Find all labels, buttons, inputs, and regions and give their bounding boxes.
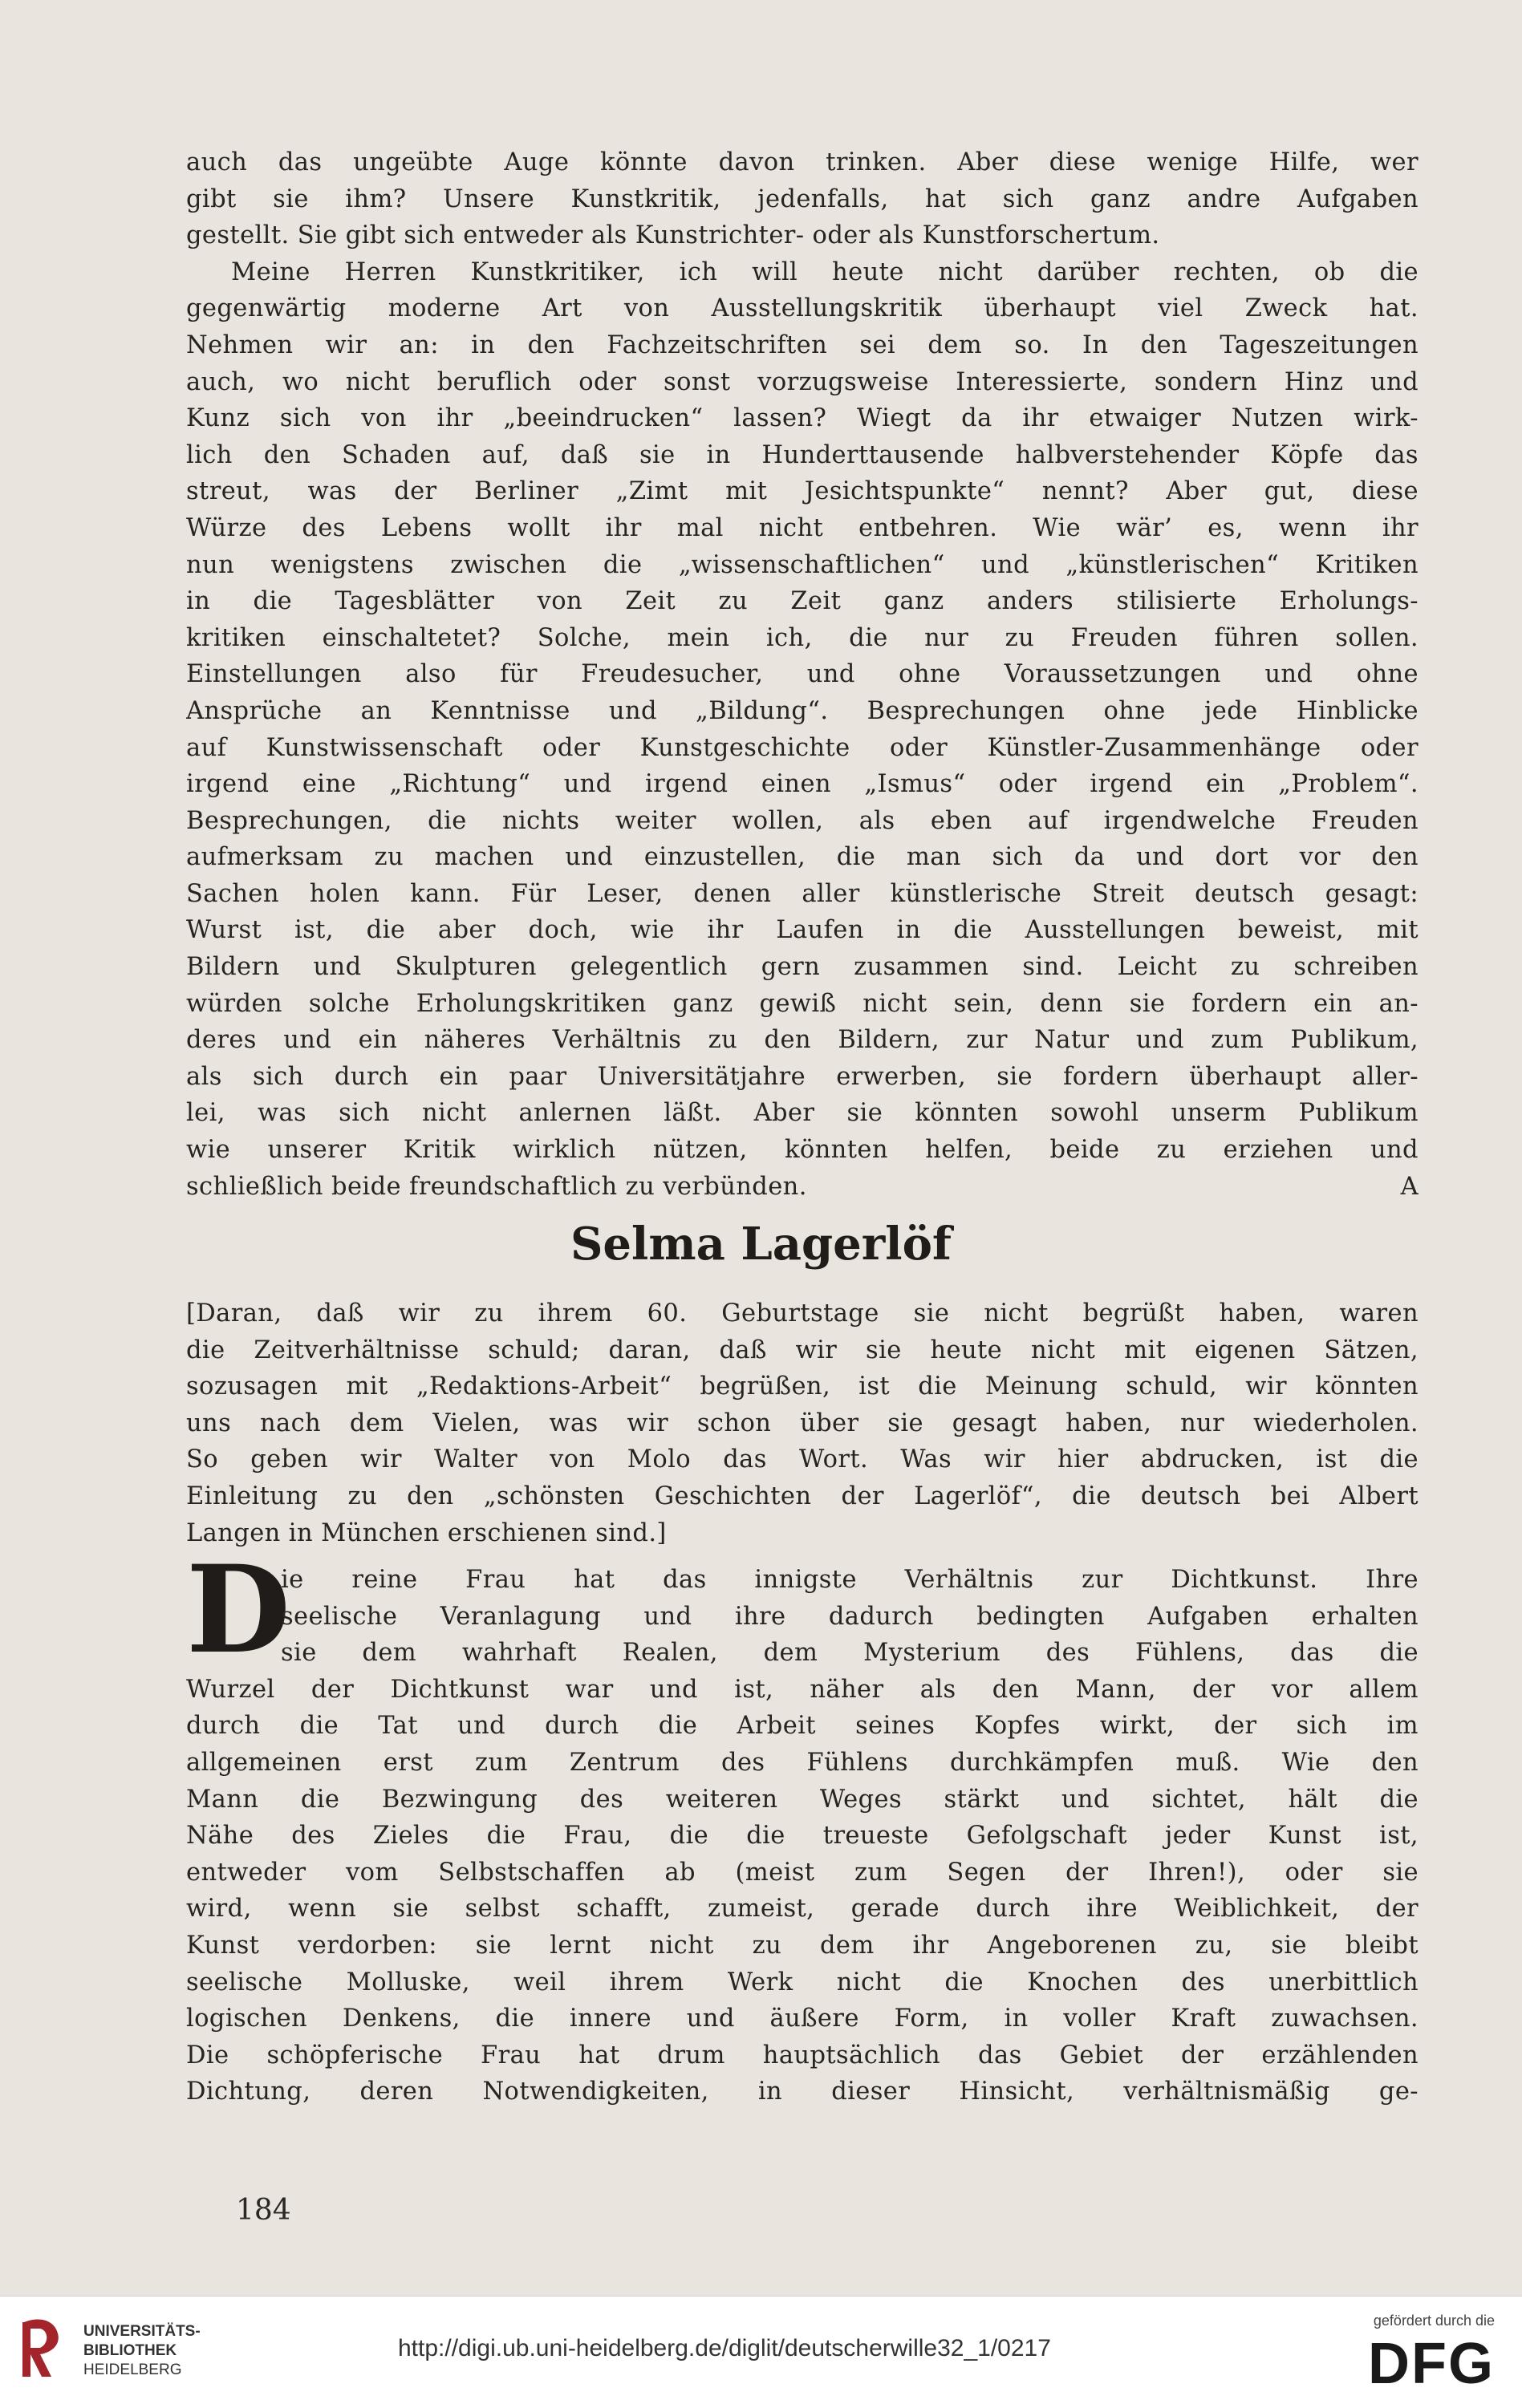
- text-line: kritiken einschaltetet? Solche, mein ich, die nur zu Freuden führen sollen.: [186, 623, 1419, 652]
- text-line: durch die Tat und durch die Arbeit seines Kopfes wirkt, der sich im: [186, 1712, 1419, 1741]
- text-line: uns nach dem Vielen, was wir schon über sie gesagt haben, nur wiederholen.: [186, 1409, 1419, 1437]
- text-line: sozusagen mit „Redaktions-Arbeit“ begrüßen, ist die Meinung schuld, wir könnten: [186, 1372, 1419, 1401]
- university-library-name: [83, 2322, 201, 2380]
- dfg-funding-label: gefördert durch die: [1373, 2313, 1495, 2329]
- viewer-footer: [0, 2296, 1522, 2408]
- text-line: entweder vom Selbstschaffen ab (meist zum Segen der Ihren!), oder sie: [186, 1858, 1419, 1887]
- text-line: auch, wo nicht beruflich oder sonst vorzugsweise Interessierte, sondern Hinz und: [186, 367, 1419, 396]
- text-line-with-signature: [186, 1169, 1419, 1206]
- text-line: So geben wir Walter von Molo das Wort. Was wir hier abdrucken, ist die: [186, 1445, 1419, 1474]
- text-line: irgend eine „Richtung“ und irgend einen „Ismus“ oder irgend ein „Problem“.: [186, 770, 1419, 799]
- text-line: als sich durch ein paar Universitätjahre erwerben, sie fordern überhaupt aller-: [186, 1062, 1419, 1091]
- text-line: allgemeinen erst zum Zentrum des Fühlens durchkämpfen muß. Wie den: [186, 1748, 1419, 1777]
- text-line: würden solche Erholungskritiken ganz gewiß nicht sein, denn sie fordern ein an-: [186, 989, 1419, 1018]
- text-line: auf Kunstwissenschaft oder Kunstgeschichte oder Künstler-Zusammenhänge oder: [186, 733, 1419, 762]
- text-line: in die Tagesblätter von Zeit zu Zeit ganz anders stilisierte Erholungs-: [186, 587, 1419, 616]
- text-line: seelische Molluske, weil ihrem Werk nicht die Knochen des unerbittlich: [186, 1968, 1419, 1997]
- text-line: Wurst ist, die aber doch, wie ihr Laufen in die Ausstellungen beweist, mit: [186, 916, 1419, 945]
- text-line: Einleitung zu den „schönsten Geschichten der Lagerlöf“, die deutsch bei Albert: [186, 1482, 1419, 1510]
- library-name-line3: HEIDELBERG: [83, 2361, 182, 2378]
- text-line: lei, was sich nicht anlernen läßt. Aber sie könnten sowohl unserm Publikum: [186, 1099, 1419, 1128]
- article-title: Selma Lagerlöf: [570, 1218, 952, 1271]
- text-line: schließlich beide freundschaftlich zu verbünden.: [186, 1172, 807, 1201]
- text-line: seelische Veranlagung und ihre dadurch bedingten Aufgaben erhalten: [281, 1602, 1419, 1631]
- text-line: Die schöpferische Frau hat drum hauptsächlich das Gebiet der erzählenden: [186, 2041, 1419, 2070]
- text-line: Besprechungen, die nichts weiter wollen, als eben auf irgendwelche Freuden: [186, 806, 1419, 835]
- text-line: Ansprüche an Kenntnisse und „Bildung“. Besprechungen ohne jede Hinblicke: [186, 696, 1419, 725]
- text-line: streut, was der Berliner „Zimt mit Jesichtspunkte“ nennt? Aber gut, diese: [186, 477, 1419, 506]
- text-line: Bildern und Skulpturen gelegentlich gern zusammen sind. Leicht zu schreiben: [186, 953, 1419, 982]
- library-name-line1: UNIVERSITÄTS-: [83, 2323, 201, 2340]
- text-line: ie reine Frau hat das innigste Verhältnis zur Dichtkunst. Ihre: [281, 1566, 1419, 1594]
- text-line: lich den Schaden auf, daß sie in Hunderttausende halbverstehender Köpfe das: [186, 440, 1419, 469]
- text-line: deres und ein näheres Verhältnis zu den Bildern, zur Natur und zum Publikum,: [186, 1026, 1419, 1055]
- text-line: gibt sie ihm? Unsere Kunstkritik, jedenfalls, hat sich ganz andre Aufgaben: [186, 184, 1419, 213]
- text-line: wird, wenn sie selbst schafft, zumeist, gerade durch ihre Weiblichkeit, der: [186, 1895, 1419, 1924]
- text-line: logischen Denkens, die innere und äußere Form, in voller Kraft zuwachsen.: [186, 2005, 1419, 2033]
- university-library-logo-icon: [16, 2313, 72, 2382]
- text-line: Dichtung, deren Notwendigkeiten, in dieser Hinsicht, verhältnismäßig ge-: [186, 2078, 1419, 2106]
- text-line: nun wenigstens zwischen die „wissenschaftlichen“ und „künstlerischen“ Kritiken: [186, 550, 1419, 579]
- text-line: Einstellungen also für Freudesucher, und ohne Voraussetzungen und ohne: [186, 660, 1419, 689]
- dfg-logo: DFG: [1368, 2332, 1495, 2396]
- text-line: aufmerksam zu machen und einzustellen, die man sich da und dort vor den: [186, 843, 1419, 872]
- text-line: [Daran, daß wir zu ihrem 60. Geburtstage sie nicht begrüßt haben, waren: [186, 1299, 1419, 1328]
- article-text-lagerloef: [186, 1562, 1419, 2110]
- drop-capital: D: [186, 1539, 291, 1680]
- text-line: Würze des Lebens wollt ihr mal nicht entbehren. Wie wär’ es, wenn ihr: [186, 513, 1419, 542]
- text-line: Nehmen wir an: in den Fachzeitschriften sei dem so. In den Tageszeitungen: [186, 330, 1419, 359]
- text-line: Nähe des Zieles die Frau, die die treueste Gefolgschaft jeder Kunst ist,: [186, 1822, 1419, 1851]
- text-line: Sachen holen kann. Für Leser, denen aller künstlerische Streit deutsch gesagt:: [186, 879, 1419, 908]
- text-line: gegenwärtig moderne Art von Ausstellungskritik überhaupt viel Zweck hat.: [186, 294, 1419, 323]
- document-url-link[interactable]: http://digi.ub.uni-heidelberg.de/diglit/deutscherwille32_1/0217: [398, 2335, 1051, 2361]
- text-line: Wurzel der Dichtkunst war und ist, näher als den Mann, der vor allem: [186, 1675, 1419, 1704]
- article-text-kunstkritik: [186, 144, 1419, 1205]
- text-line: Kunst verdorben: sie lernt nicht zu dem ihr Angeborenen zu, sie bleibt: [186, 1931, 1419, 1960]
- text-line: die Zeitverhältnisse schuld; daran, daß wir sie heute nicht mit eigenen Sätzen,: [186, 1336, 1419, 1364]
- text-line: auch das ungeübte Auge könnte davon trinken. Aber diese wenige Hilfe, wer: [186, 148, 1419, 176]
- text-line: Kunz sich von ihr „beeindrucken“ lassen? Wiegt da ihr etwaiger Nutzen wirk-: [186, 404, 1419, 433]
- text-line: sie dem wahrhaft Realen, dem Mysterium des Fühlens, das die: [281, 1639, 1419, 1668]
- author-signature: A: [1400, 1172, 1419, 1201]
- library-name-line2: BIBLIOTHEK: [83, 2342, 177, 2359]
- text-line: Meine Herren Kunstkritiker, ich will heute nicht darüber rechten, ob die: [231, 257, 1419, 286]
- text-line: gestellt. Sie gibt sich entweder als Kunstrichter- oder als Kunstforschertum.: [186, 221, 1160, 250]
- text-line: wie unserer Kritik wirklich nützen, könnten helfen, beide zu erziehen und: [186, 1136, 1419, 1165]
- text-line: Langen in München erschienen sind.]: [186, 1518, 667, 1547]
- page-number: 184: [236, 2194, 291, 2227]
- editorial-note: [186, 1295, 1419, 1551]
- text-line: Mann die Bezwingung des weiteren Weges stärkt und sichtet, hält die: [186, 1785, 1419, 1814]
